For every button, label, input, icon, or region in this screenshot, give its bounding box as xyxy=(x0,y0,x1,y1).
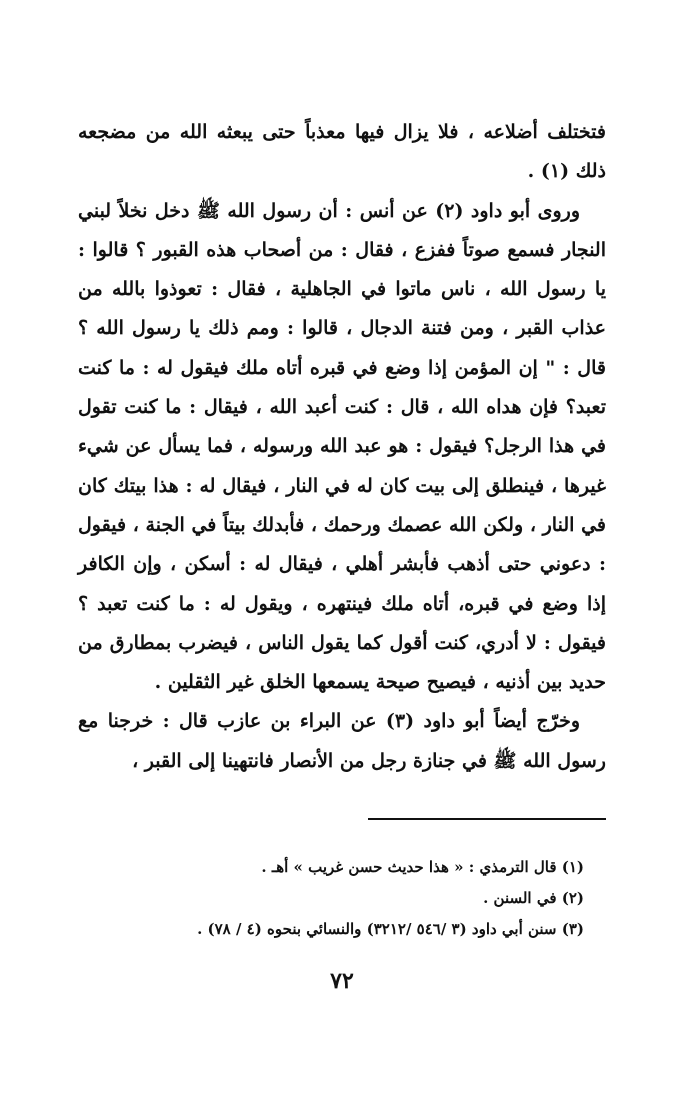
footnote-3: (٣) سنن أبي داود (٣ /٥٤٦ /٣٢١٢) والنسائي بنحوه (٤ / ٧٨) . xyxy=(197,920,584,938)
footnote-2: (٢) في السنن . xyxy=(483,889,584,907)
paragraph-2: وروى أبو داود (٢) عن أنس : أن رسول الله ﷺ دخل نخلاً لبني النجار فسمع صوتاً ففزع ، فقال : من أصحاب هذه القبور ؟ قالوا : يا رسول الله ، ناس ماتوا في الجاهلية ، فقال : تعوذوا بالله من عذاب القبر ، ومن فتنة الدجال ، قالوا : ومم ذلك يا رسول الله ؟ قال : " إن المؤمن إذا وضع في قبره أتاه ملك فيقول له : ما كنت تعبد؟ فإن هداه الله ، قال : كنت أعبد الله ، فيقال : ما كنت تقول في هذا الرجل؟ فيقول : هو عبد الله ورسوله ، فما يسأل عن شيء غيرها ، فينطلق إلى بيت كان له في النار ، فيقال له : هذا بيتك كان في النار ، ولكن الله عصمك ورحمك ، فأبدلك بيتاً في الجنة ، فيقول : دعوني حتى أذهب فأبشر أهلي ، فيقال له : أسكن ، وإن الكافر إذا وضع في قبره، أتاه ملك فينتهره ، ويقول له : ما كنت تعبد ؟ فيقول : لا أدري، كنت أقول كما يقول الناس ، فيضرب بمطارق من حديد بين أذنيه ، فيصيح صيحة يسمعها الخلق غير الثقلين . xyxy=(78,199,606,694)
paragraph-1: فتختلف أضلاعه ، فلا يزال فيها معذباً حتى يبعثه الله من مضجعه ذلك (١) . xyxy=(78,121,606,183)
footnotes xyxy=(78,852,606,945)
paragraph-3: وخرّج أيضاً أبو داود (٣) عن البراء بن عازب قال : خرجنا مع رسول الله ﷺ في جنازة رجل من الأنصار فانتهينا إلى القبر ، xyxy=(78,710,606,772)
footnote-divider xyxy=(368,818,606,820)
page-number: ٧٢ xyxy=(330,968,354,994)
footnote-1: (١) قال الترمذي : « هذا حديث حسن غريب » أهـ . xyxy=(261,858,584,876)
main-text xyxy=(78,113,606,781)
